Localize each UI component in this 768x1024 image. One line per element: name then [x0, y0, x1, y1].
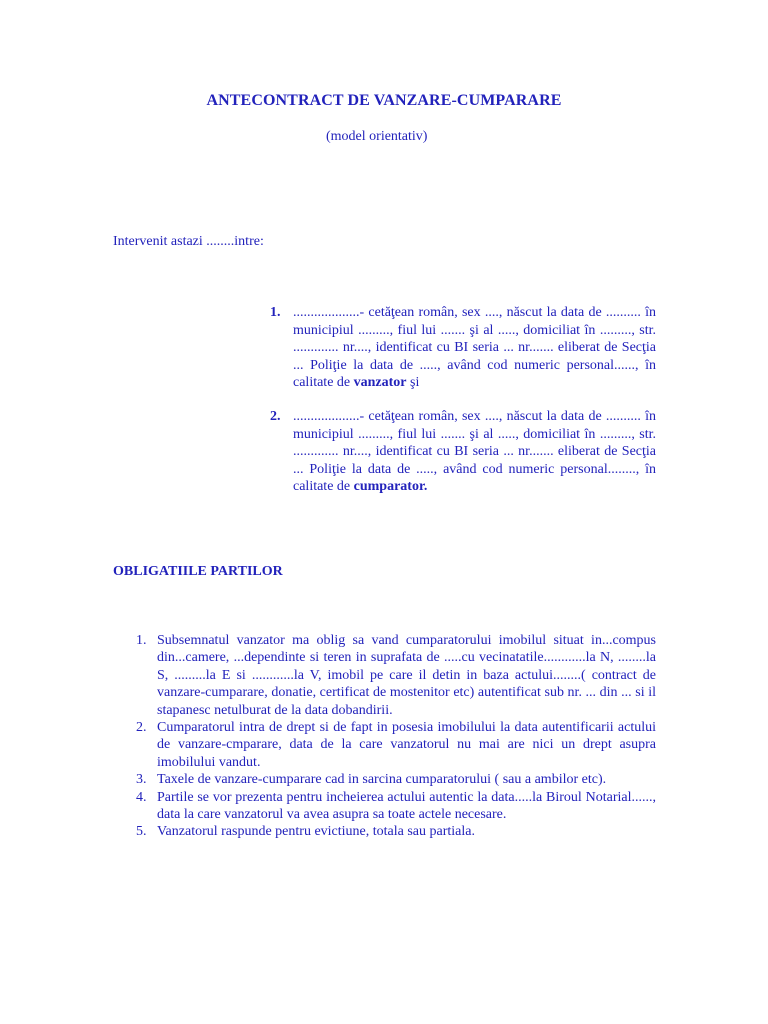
party-seller	[270, 304, 656, 392]
document-title: ANTECONTRACT DE VANZARE-CUMPARARE	[206, 92, 562, 109]
intro-line: Intervenit astazi ........intre:	[113, 234, 264, 249]
party-number: 1.	[270, 305, 281, 320]
list-item	[113, 719, 656, 771]
list-item-text: Cumparatorul intra de drept si de fapt in posesia imobilului la data autentificarii actului de vanzare-cmparare, data de la care vanzatorul nu mai are nici un drept asupra imobilului vandut.	[157, 720, 656, 770]
list-item	[113, 771, 656, 788]
obligations-list	[113, 632, 656, 841]
list-item-number: 4.	[136, 789, 147, 805]
list-item-text: Taxele de vanzare-cumparare cad in sarcina cumparatorului ( sau a ambilor etc).	[157, 772, 607, 788]
list-item	[113, 823, 656, 840]
list-item-number: 2.	[136, 720, 147, 736]
document-subtitle: (model orientativ)	[326, 129, 428, 144]
party-text: ...................- cetăţean român, sex ...., născut la data de .......... în municipiul ........., fiul lui ....... şi al ....., domiciliat în ........., str. ............. nr...., identificat cu BI seria ... nr....... eliberat de Secţia ... Poliţie la data de ....., având cod numeric personal........, în calitate de	[293, 409, 656, 494]
list-item-text: Subsemnatul vanzator ma oblig sa vand cumparatorului imobilul situat in...compus din...camere, ...dependinte si teren in suprafata de .....cu vecinatatile............la N, ........la S, .........la E si ............la V, imobil pe care il detin in baza actului........( contract de vanzare-cumparare, donatie, certificat de mostenitor etc) autentificat sub nr. ... din ... si il stapanesc netulburat de la data dobandirii.	[157, 633, 656, 718]
list-item-number: 1.	[136, 633, 147, 648]
list-item-text: Vanzatorul raspunde pentru evictiune, totala sau partiala.	[157, 824, 475, 840]
list-item	[113, 632, 656, 719]
list-item	[113, 789, 656, 824]
party-description	[293, 304, 656, 392]
party-role: cumparator.	[353, 479, 428, 494]
party-number: 2.	[270, 409, 281, 424]
party-role: vanzator	[353, 375, 407, 390]
obligations-title: OBLIGATIILE PARTILOR	[113, 564, 283, 579]
party-buyer	[270, 408, 656, 496]
list-item-number: 5.	[136, 824, 147, 840]
list-item-text: Partile se vor prezenta pentru incheierea actului autentic la data.....la Biroul Notarial......, data la care vanzatorul va avea asupra sa toate actele necesare.	[157, 789, 656, 823]
party-text-after: şi	[406, 375, 420, 390]
party-text: ...................- cetăţean român, sex ...., născut la data de .......... în municipiul ........., fiul lui ....... şi al ....., domiciliat în ........., str. ............. nr...., identificat cu BI seria ... nr....... eliberat de Secţia ... Poliţie la data de ....., având cod numeric personal......, în calitate de	[293, 305, 656, 390]
party-description	[293, 408, 656, 496]
list-item-number: 3.	[136, 772, 147, 788]
